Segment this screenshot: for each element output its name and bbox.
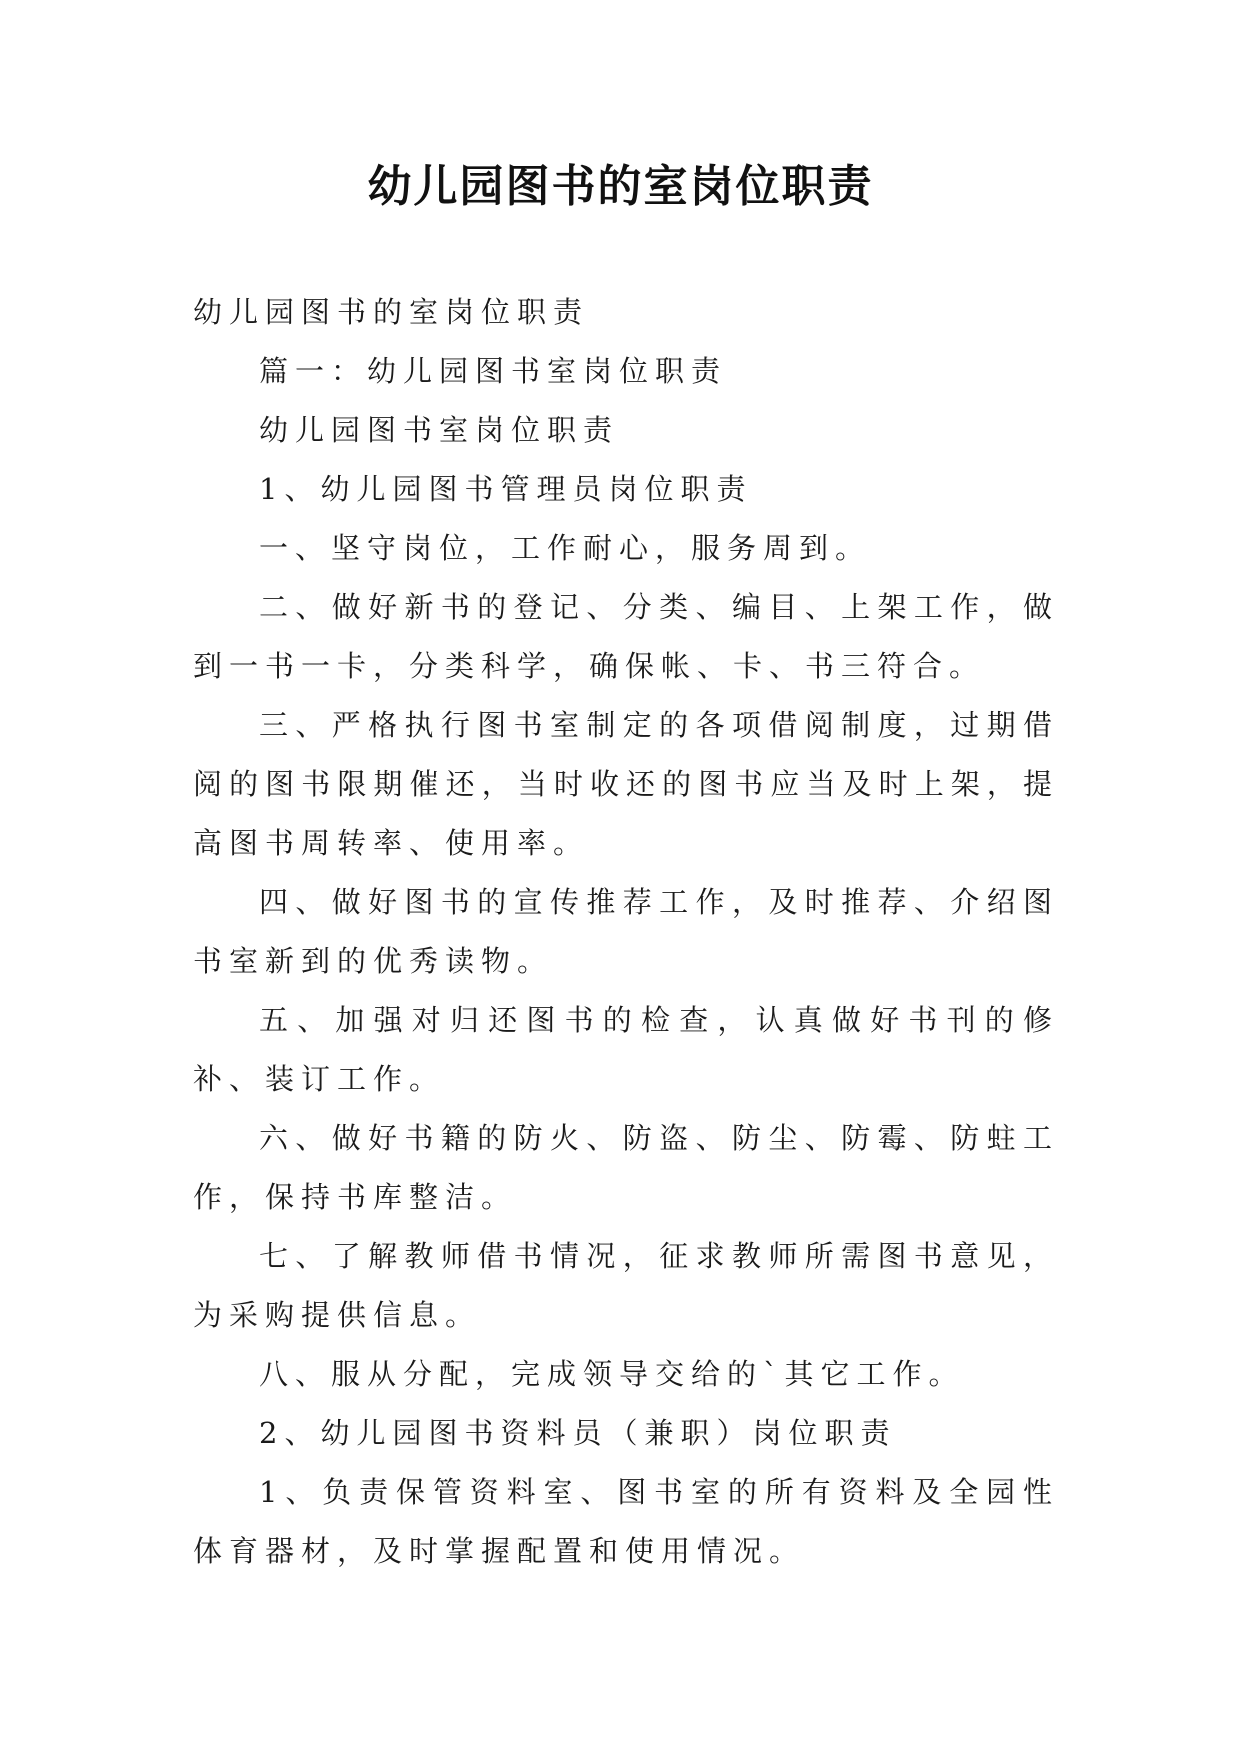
paragraph: 八、服从分配，完成领导交给的`其它工作。 [259,1357,965,1391]
paragraph: 六、做好书籍的防火、防盗、防尘、防霉、防蛀工作，保持书库整洁。 [193,1121,1059,1214]
paragraph: 1、幼儿园图书管理员岗位职责 [259,472,753,506]
paragraph: 幼儿园图书的室岗位职责 [193,295,590,329]
paragraph: 一、坚守岗位，工作耐心，服务周到。 [259,531,872,565]
paragraph: 七、了解教师借书情况，征求教师所需图书意见，为采购提供信息。 [193,1239,1059,1332]
document-title: 幼儿园图书的室岗位职责 [367,161,874,212]
paragraph: 2、幼儿园图书资料员（兼职）岗位职责 [259,1416,897,1450]
paragraph: 二、做好新书的登记、分类、编目、上架工作，做到一书一卡，分类科学，确保帐、卡、书三符合。 [193,590,1059,683]
paragraph: 五、加强对归还图书的检查，认真做好书刊的修补、装订工作。 [193,1003,1059,1096]
paragraph: 四、做好图书的宣传推荐工作，及时推荐、介绍图书室新到的优秀读物。 [193,885,1059,978]
paragraph: 三、严格执行图书室制定的各项借阅制度，过期借阅的图书限期催还，当时收还的图书应当及时上架，提高图书周转率、使用率。 [193,708,1059,860]
paragraph: 幼儿园图书室岗位职责 [259,413,620,447]
document-body [193,283,1059,1581]
paragraph: 1、负责保管资料室、图书室的所有资料及全园性体育器材，及时掌握配置和使用情况。 [193,1475,1059,1568]
paragraph: 篇一：幼儿园图书室岗位职责 [259,354,728,388]
